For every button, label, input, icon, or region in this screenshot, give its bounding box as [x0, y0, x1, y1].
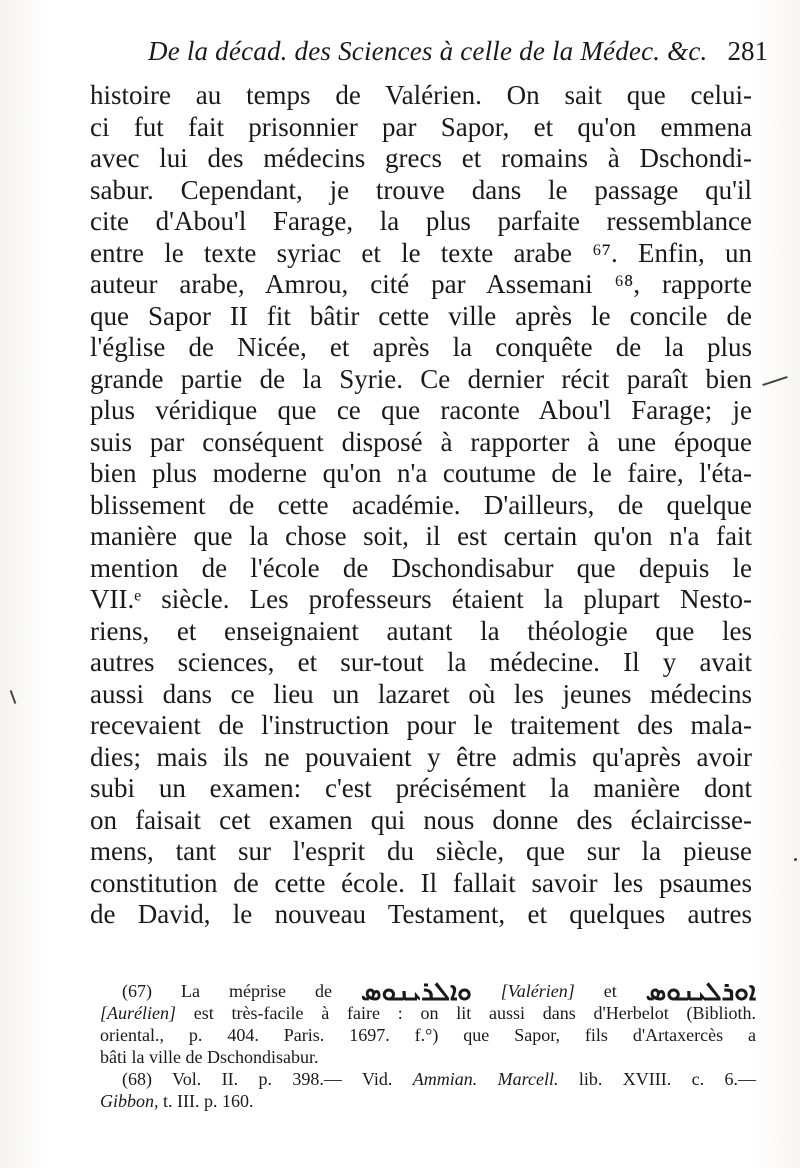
text-line: subi un examen: c'est précisément la manière dont — [90, 773, 752, 803]
text-line: autres sciences, et sur-tout la médecine. Il y avait — [90, 647, 752, 677]
margin-mark — [762, 376, 787, 386]
footnote-italic: [Valérien] — [500, 981, 575, 1001]
footnote-68-line-1 — [100, 1068, 756, 1090]
page-number: 281 — [727, 36, 768, 66]
text-line: que Sapor II fit bâtir cette ville après le concile de — [90, 300, 752, 331]
text-line: recevaient de l'instruction pour le traitement des mala- — [90, 710, 752, 740]
footnote-68-line-2 — [100, 1090, 756, 1112]
footnote-italic: [Aurélien] — [100, 1003, 176, 1023]
text-line: ci fut fait prisonnier par Sapor, et qu'on emmena — [90, 111, 752, 142]
footnote-67-line-1 — [100, 977, 757, 1006]
footnote-mark: (68) — [122, 1069, 152, 1089]
text-line: blissement de cette académie. D'ailleurs, de quelque — [90, 489, 752, 520]
body-text — [90, 80, 752, 931]
footnote-text: et — [603, 981, 617, 1001]
running-title: De la décad. des Sciences à celle de la Médec. &c. — [148, 36, 708, 66]
text-line: riens, et enseignaient autant la théologie que les — [90, 615, 752, 646]
text-line: aussi dans ce lieu un lazaret où les jeunes médecins — [90, 678, 752, 709]
text-line: mens, tant sur l'esprit du siècle, que sur la pieuse — [90, 836, 752, 866]
footnote-67-line-4: bâti la ville de Dschondisabur. — [100, 1047, 319, 1067]
text-line: mention de l'école de Dschondisabur que depuis le — [90, 552, 752, 583]
footnotes — [100, 977, 757, 1112]
footnote-67-line-3: oriental., p. 404. Paris. 1697. f.°) que Sapor, fils d'Artaxercès a — [100, 1025, 756, 1045]
footnote-67-line-2 — [100, 1002, 756, 1024]
text-line: plus véridique que ce que raconte Abou'l Farage; je — [90, 395, 752, 425]
footnote-text: lib. XVIII. c. 6.— — [578, 1069, 756, 1089]
text-line: l'église de Nicée, et après la conquête de la plus — [90, 332, 752, 362]
footnote-text: Vol. II. p. 398.— Vid. — [172, 1069, 393, 1089]
text-line: VII.ᵉ siècle. Les professeurs étaient la plupart Nesto- — [90, 584, 752, 614]
text-line: histoire au temps de Valérien. On sait que celui- — [90, 80, 752, 110]
footnote-text: est très-facile à faire : on lit aussi dans d'Herbelot (Biblioth. — [193, 1003, 756, 1023]
text-line: sabur. Cependant, je trouve dans le passage qu'il — [90, 174, 752, 205]
text-line: auteur arabe, Amrou, cité par Assemani ⁶⁸, rapporte — [90, 269, 752, 299]
text-line: on faisait cet examen qui nous donne des éclaircisse- — [90, 804, 752, 835]
margin-mark — [10, 690, 17, 704]
footnote-italic: Gibbon, — [100, 1091, 159, 1111]
text-line: de David, le nouveau Testament, et quelques autres — [90, 899, 752, 929]
footnote-text: La méprise de — [181, 981, 332, 1001]
footnote-italic: Ammian. Marcell. — [412, 1069, 559, 1089]
running-head — [148, 36, 768, 76]
text-line: dies; mais ils ne pouvaient y être admis qu'après avoir — [90, 741, 752, 772]
text-line: manière que la chose soit, il est certain qu'on n'a fait — [90, 521, 752, 551]
footnote-text: t. III. p. 160. — [163, 1091, 254, 1111]
syriac-word: ܘܐܠܪܝܢܘܣ — [360, 977, 472, 1006]
text-line: bien plus moderne qu'on n'a coutume de le faire, l'éta- — [90, 458, 752, 488]
text-line: entre le texte syriac et le texte arabe ⁶⁷. Enfin, un — [90, 237, 752, 268]
text-line: constitution de cette école. Il fallait savoir les psaumes — [90, 867, 752, 898]
margin-mark — [794, 858, 797, 861]
syriac-word: ܐܘܪܠܝܢܘܣ — [645, 977, 757, 1006]
text-line: cite d'Abou'l Farage, la plus parfaite ressemblance — [90, 206, 752, 236]
text-line: avec lui des médecins grecs et romains à Dschondi- — [90, 143, 752, 173]
text-line: grande partie de la Syrie. Ce dernier récit paraît bien — [90, 363, 752, 394]
text-line: suis par conséquent disposé à rapporter à une époque — [90, 426, 752, 457]
footnote-mark: (67) — [122, 981, 152, 1001]
